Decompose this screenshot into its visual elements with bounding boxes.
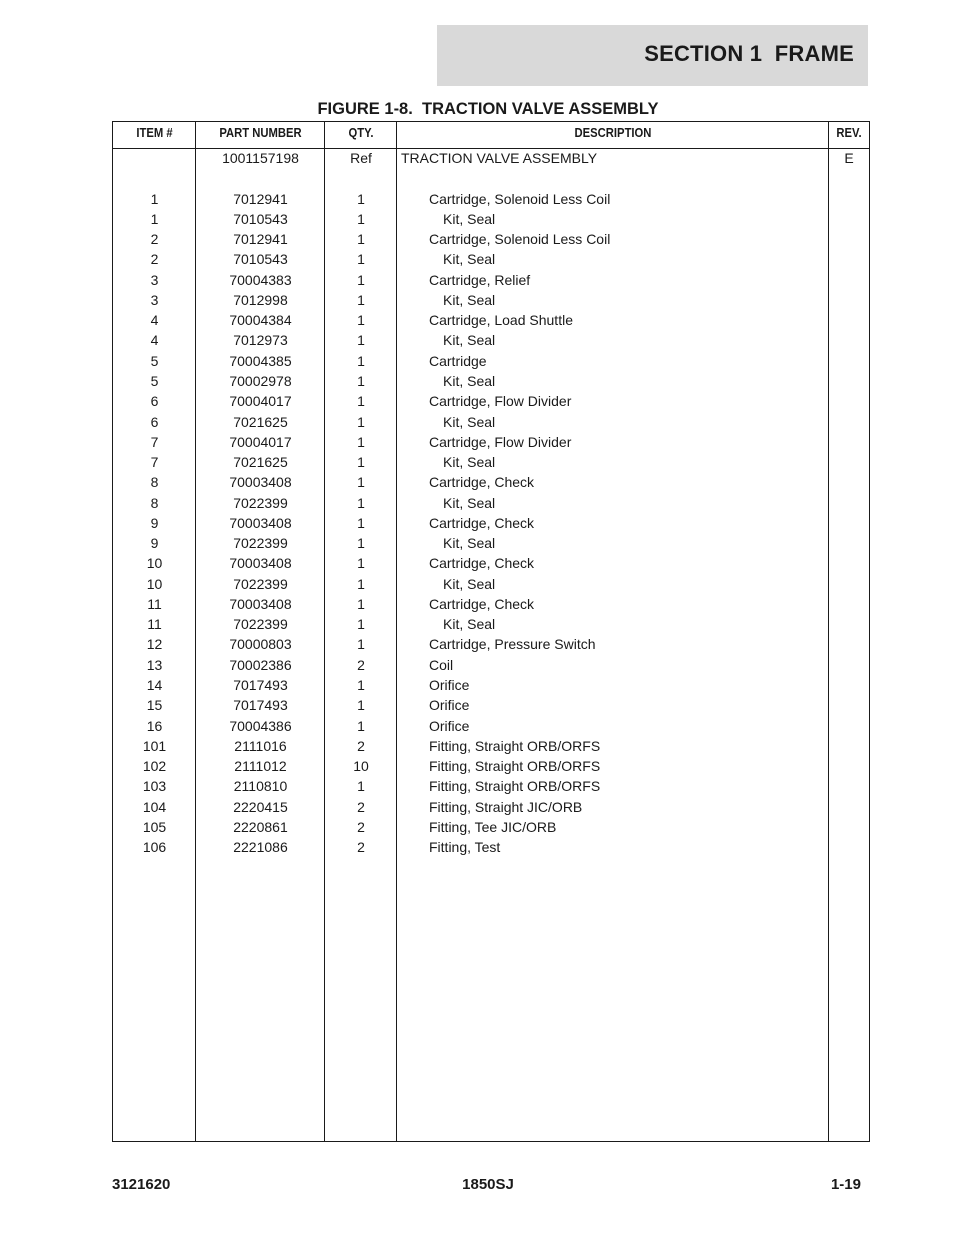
- description-cell: Cartridge, Flow Divider: [429, 433, 572, 450]
- table-row: [113, 513, 869, 533]
- table-row: [113, 351, 869, 371]
- table-row: [113, 574, 869, 594]
- part-number-cell: 7022399: [233, 494, 288, 511]
- description-cell: Orifice: [429, 697, 470, 714]
- table-row: [113, 249, 869, 269]
- part-number-cell: 70004385: [229, 352, 292, 369]
- item-cell: 7: [150, 433, 159, 450]
- item-cell: 11: [147, 616, 162, 633]
- item-cell: 16: [146, 717, 163, 734]
- qty-cell: 10: [353, 758, 369, 775]
- qty-cell: 1: [357, 210, 365, 227]
- item-cell: 104: [142, 798, 167, 815]
- item-cell: 103: [142, 778, 167, 795]
- table-row: [113, 594, 869, 614]
- table-row: [113, 290, 869, 310]
- qty-cell: 1: [357, 494, 365, 511]
- table-row: [113, 614, 869, 634]
- part-number-cell: 70004386: [229, 717, 292, 734]
- table-row: [113, 209, 869, 229]
- description-cell: TRACTION VALVE ASSEMBLY: [401, 150, 598, 166]
- table-row: [113, 655, 869, 675]
- description-cell: Cartridge, Solenoid Less Coil: [429, 190, 611, 207]
- qty-cell: 1: [357, 717, 365, 734]
- part-number-cell: 7022399: [233, 535, 288, 552]
- part-number-cell: 1001157198: [222, 150, 299, 166]
- table-row: [113, 189, 869, 209]
- rev-cell: E: [844, 150, 854, 166]
- part-number-cell: 7022399: [233, 575, 288, 592]
- item-cell: 9: [150, 514, 159, 531]
- part-number-cell: 7022399: [233, 616, 288, 633]
- qty-cell: 1: [357, 474, 365, 491]
- part-number-cell: 2220861: [233, 818, 288, 835]
- part-number-cell: 7012941: [233, 231, 288, 248]
- description-cell: Kit, Seal: [443, 535, 496, 552]
- item-cell: 13: [146, 656, 163, 673]
- footer-page-number: 1-19: [830, 1176, 861, 1193]
- item-cell: 102: [142, 758, 167, 775]
- part-number-cell: 70000803: [229, 636, 292, 653]
- part-number-cell: 70003408: [229, 595, 292, 612]
- part-number-cell: 7012941: [233, 190, 288, 207]
- qty-cell: 2: [357, 798, 365, 815]
- header-description: DESCRIPTION: [574, 126, 652, 140]
- qty-cell: 1: [357, 352, 365, 369]
- item-cell: 6: [150, 413, 159, 430]
- table-row: [113, 776, 869, 796]
- part-number-cell: 70004017: [229, 393, 292, 410]
- part-number-cell: 7021625: [233, 413, 288, 430]
- part-number-cell: 70002386: [229, 656, 292, 673]
- qty-cell: 2: [357, 737, 365, 754]
- table-row: [113, 756, 869, 776]
- item-cell: 4: [150, 332, 159, 349]
- table-row: [113, 330, 869, 350]
- item-cell: 5: [150, 352, 159, 369]
- item-cell: 3: [150, 271, 159, 288]
- item-cell: 15: [146, 697, 163, 714]
- description-cell: Kit, Seal: [443, 332, 496, 349]
- footer-doc-number: 3121620: [112, 1176, 171, 1193]
- table-row: [113, 675, 869, 695]
- description-cell: Kit, Seal: [443, 616, 496, 633]
- qty-cell: 1: [357, 677, 365, 694]
- item-cell: 2: [150, 251, 159, 268]
- qty-cell: 1: [357, 555, 365, 572]
- item-cell: 10: [146, 575, 163, 592]
- item-cell: 12: [146, 636, 163, 653]
- qty-cell: Ref: [350, 150, 372, 166]
- item-cell: 8: [150, 474, 159, 491]
- description-cell: Fitting, Straight JIC/ORB: [429, 798, 583, 815]
- part-number-cell: 7010543: [233, 210, 288, 227]
- part-number-cell: 2110810: [233, 778, 288, 795]
- part-number-cell: 2111016: [234, 737, 287, 754]
- section-title: SECTION 1 FRAME: [644, 41, 854, 66]
- description-cell: Cartridge, Check: [429, 595, 535, 612]
- part-number-cell: 2111012: [234, 758, 287, 775]
- part-number-cell: 7021625: [233, 454, 288, 471]
- item-cell: 1: [150, 190, 159, 207]
- part-number-cell: 70003408: [229, 514, 292, 531]
- item-cell: 1: [150, 210, 159, 227]
- table-row: [113, 371, 869, 391]
- section-banner: [437, 25, 868, 86]
- part-number-cell: 70004383: [229, 271, 292, 288]
- item-cell: 6: [150, 393, 159, 410]
- part-number-cell: 7017493: [233, 677, 288, 694]
- part-number-cell: 2221086: [233, 839, 288, 856]
- qty-cell: 1: [357, 697, 365, 714]
- qty-cell: 1: [357, 393, 365, 410]
- qty-cell: 1: [357, 595, 365, 612]
- description-cell: Fitting, Straight ORB/ORFS: [429, 737, 601, 754]
- table-row: [113, 716, 869, 736]
- description-cell: Fitting, Tee JIC/ORB: [429, 818, 557, 835]
- description-cell: Cartridge, Flow Divider: [429, 393, 572, 410]
- qty-cell: 2: [357, 656, 365, 673]
- description-cell: Cartridge, Check: [429, 555, 535, 572]
- qty-cell: 1: [357, 251, 365, 268]
- part-number-cell: 7010543: [233, 251, 288, 268]
- qty-cell: 1: [357, 433, 365, 450]
- table-row: [113, 736, 869, 756]
- qty-cell: 1: [357, 636, 365, 653]
- qty-cell: 1: [357, 231, 365, 248]
- part-number-cell: 7012998: [233, 291, 288, 308]
- table-row: [113, 553, 869, 573]
- item-cell: 11: [147, 595, 162, 612]
- item-cell: 14: [146, 677, 163, 694]
- description-cell: Orifice: [429, 717, 470, 734]
- table-row: [113, 432, 869, 452]
- description-cell: Kit, Seal: [443, 210, 496, 227]
- table-row: [113, 310, 869, 330]
- table-row: [113, 270, 869, 290]
- part-number-cell: 70004017: [229, 433, 292, 450]
- item-cell: 105: [142, 818, 167, 835]
- table-row: [113, 493, 869, 513]
- table-row: [113, 817, 869, 837]
- item-cell: 4: [150, 312, 159, 329]
- qty-cell: 2: [357, 839, 365, 856]
- item-cell: 10: [146, 555, 163, 572]
- table-row: [113, 837, 869, 857]
- qty-cell: 1: [357, 575, 365, 592]
- description-cell: Kit, Seal: [443, 372, 496, 389]
- qty-cell: 2: [357, 818, 365, 835]
- header-item: ITEM #: [136, 126, 173, 140]
- figure-title: FIGURE 1-8. TRACTION VALVE ASSEMBLY: [317, 100, 659, 118]
- description-cell: Cartridge, Load Shuttle: [429, 312, 573, 329]
- part-number-cell: 70004384: [229, 312, 292, 329]
- description-cell: Cartridge, Pressure Switch: [429, 636, 596, 653]
- description-cell: Fitting, Straight ORB/ORFS: [429, 778, 601, 795]
- qty-cell: 1: [357, 535, 365, 552]
- table-row: [113, 412, 869, 432]
- table-row: [113, 533, 869, 553]
- qty-cell: 1: [357, 271, 365, 288]
- table-row: [113, 695, 869, 715]
- part-number-cell: 7017493: [233, 697, 288, 714]
- table-row: [113, 229, 869, 249]
- description-cell: Cartridge, Check: [429, 474, 535, 491]
- table-row: [113, 391, 869, 411]
- qty-cell: 1: [357, 291, 365, 308]
- description-cell: Orifice: [429, 677, 470, 694]
- part-number-cell: 70003408: [229, 555, 292, 572]
- header-part-number: PART NUMBER: [219, 126, 302, 140]
- footer-model: 1850SJ: [462, 1176, 514, 1193]
- qty-cell: 1: [357, 332, 365, 349]
- description-cell: Kit, Seal: [443, 575, 496, 592]
- table-row: [113, 148, 869, 168]
- qty-cell: 1: [357, 413, 365, 430]
- qty-cell: 1: [357, 190, 365, 207]
- item-cell: 106: [142, 839, 167, 856]
- table-row: [113, 168, 869, 188]
- description-cell: Fitting, Test: [429, 839, 501, 856]
- description-cell: Kit, Seal: [443, 454, 496, 471]
- description-cell: Kit, Seal: [443, 494, 496, 511]
- part-number-cell: 2220415: [233, 798, 288, 815]
- table-row: [113, 452, 869, 472]
- qty-cell: 1: [357, 372, 365, 389]
- description-cell: Kit, Seal: [443, 251, 496, 268]
- item-cell: 2: [150, 231, 159, 248]
- part-number-cell: 7012973: [233, 332, 288, 349]
- description-cell: Cartridge: [429, 352, 487, 369]
- qty-cell: 1: [357, 454, 365, 471]
- part-number-cell: 70003408: [229, 474, 292, 491]
- description-cell: Kit, Seal: [443, 413, 496, 430]
- header-qty: QTY.: [348, 126, 374, 140]
- item-cell: 8: [150, 494, 159, 511]
- item-cell: 101: [142, 737, 167, 754]
- qty-cell: 1: [357, 616, 365, 633]
- description-cell: Fitting, Straight ORB/ORFS: [429, 758, 601, 775]
- description-cell: Cartridge, Check: [429, 514, 535, 531]
- description-cell: Cartridge, Solenoid Less Coil: [429, 231, 611, 248]
- qty-cell: 1: [357, 312, 365, 329]
- item-cell: 5: [150, 372, 159, 389]
- table-row: [113, 472, 869, 492]
- item-cell: 7: [150, 454, 159, 471]
- part-number-cell: 70002978: [229, 372, 292, 389]
- parts-table: [112, 121, 870, 1142]
- item-cell: 9: [150, 535, 159, 552]
- table-row: [113, 797, 869, 817]
- description-cell: Kit, Seal: [443, 291, 496, 308]
- description-cell: Cartridge, Relief: [429, 271, 531, 288]
- item-cell: 3: [150, 291, 159, 308]
- header-rev: REV.: [836, 126, 862, 140]
- qty-cell: 1: [357, 778, 365, 795]
- qty-cell: 1: [357, 514, 365, 531]
- table-row: [113, 634, 869, 654]
- description-cell: Coil: [429, 656, 454, 673]
